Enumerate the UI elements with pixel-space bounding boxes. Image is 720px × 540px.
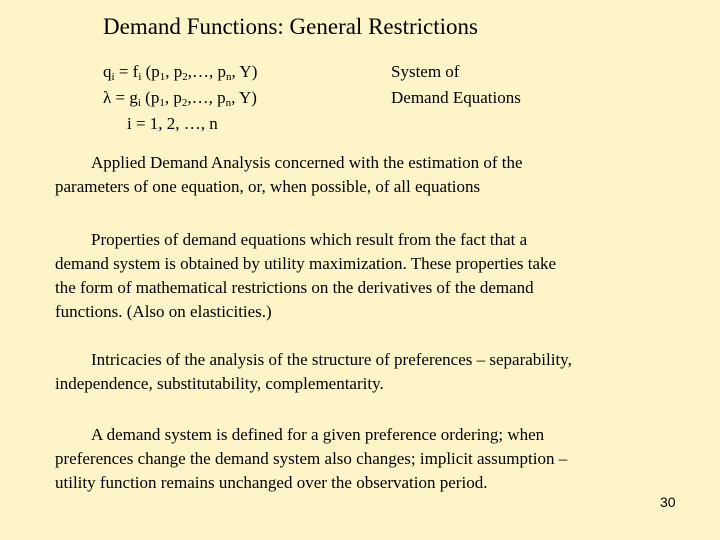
- paragraph-line: functions. (Also on elasticities.): [55, 302, 272, 321]
- paragraph-line: independence, substitutability, complementarity.: [55, 374, 384, 393]
- paragraph-line: Intricacies of the analysis of the structure of preferences – separability,: [91, 350, 572, 369]
- paragraph-line: Applied Demand Analysis concerned with the estimation of the: [91, 153, 523, 172]
- equation-index-range: i = 1, 2, …, n: [127, 114, 218, 133]
- equation-demand: $q_i = f_i$ ($p_1$, $p_2,\dots$, $p_n$, Y): [103, 62, 258, 83]
- slide-title: Demand Functions: General Restrictions: [103, 14, 478, 39]
- paragraph-intricacies: [55, 348, 665, 396]
- paragraph-properties: [55, 228, 665, 324]
- paragraph-line: A demand system is defined for a given preference ordering; when: [91, 425, 545, 444]
- paragraph-line: the form of mathematical restrictions on the derivatives of the demand: [55, 278, 534, 297]
- paragraph-applied-analysis: [55, 151, 665, 199]
- side-label-line-1: System of: [391, 62, 460, 81]
- side-label-line-2: Demand Equations: [391, 88, 521, 107]
- paragraph-line: demand system is obtained by utility maximization. These properties take: [55, 254, 557, 273]
- paragraph-preference-ordering: [55, 423, 665, 495]
- paragraph-line: preferences change the demand system also changes; implicit assumption –: [55, 449, 568, 468]
- paragraph-line: parameters of one equation, or, when possible, of all equations: [55, 177, 481, 196]
- paragraph-line: utility function remains unchanged over the observation period.: [55, 473, 488, 492]
- paragraph-line: Properties of demand equations which result from the fact that a: [91, 230, 528, 249]
- page-number: 30: [660, 494, 676, 510]
- equation-lambda: $\lambda = g_i$ ($p_1$, $p_2,\dots$, $p_n$, Y): [103, 88, 257, 109]
